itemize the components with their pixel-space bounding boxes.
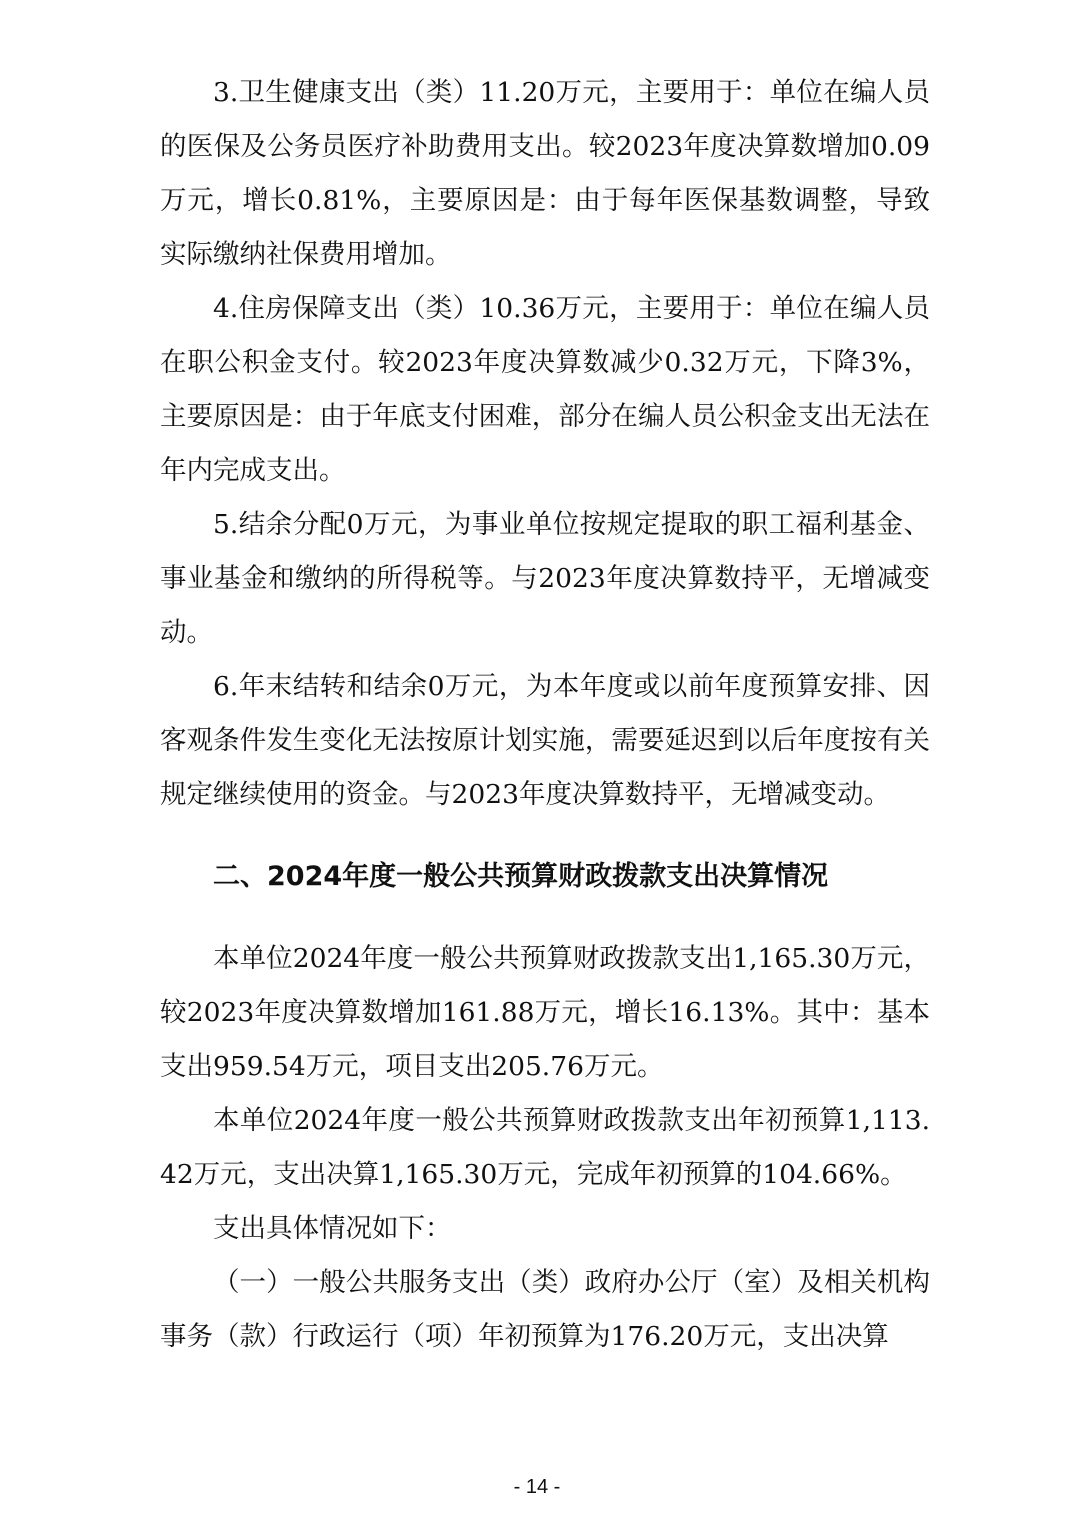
page-number: - 14 -: [513, 1476, 561, 1498]
paragraph-total-expenditure: 本单位2024年度一般公共预算财政拨款支出1,165.30万元，较2023年度决算数增加161.88万元，增长16.13%。其中：基本支出959.54万元，项目支出205.76万元。: [160, 943, 930, 1082]
paragraph-general-public-service: （一）一般公共服务支出（类）政府办公厅（室）及相关机构事务（款）行政运行（项）年初预算为176.20万元，支出决算: [160, 1267, 930, 1352]
section-heading: 二、2024年度一般公共预算财政拨款支出决算情况: [213, 861, 829, 892]
paragraph-surplus-distribution: 5.结余分配0万元，为事业单位按规定提取的职工福利基金、事业基金和缴纳的所得税等。与2023年度决算数持平，无增减变动。: [160, 509, 930, 648]
paragraph-detail-intro: 支出具体情况如下：: [213, 1213, 452, 1244]
page-content: [160, 66, 930, 1364]
paragraph-year-end-carryover: 6.年末结转和结余0万元，为本年度或以前年度预算安排、因客观条件发生变化无法按原计划实施，需要延迟到以后年度按有关规定继续使用的资金。与2023年度决算数持平，无增减变动。: [160, 671, 930, 810]
paragraph-health-expense: 3.卫生健康支出（类）11.20万元，主要用于：单位在编人员的医保及公务员医疗补助费用支出。较2023年度决算数增加0.09万元，增长0.81%，主要原因是：由于每年医保基数调整，导致实际缴纳社保费用增加。: [160, 77, 930, 270]
paragraph-budget-completion: 本单位2024年度一般公共预算财政拨款支出年初预算1,113.42万元，支出决算1,165.30万元，完成年初预算的104.66%。: [160, 1105, 930, 1190]
paragraph-housing-expense: 4.住房保障支出（类）10.36万元，主要用于：单位在编人员在职公积金支付。较2023年度决算数减少0.32万元，下降3%，主要原因是：由于年底支付困难，部分在编人员公积金支出无法在年内完成支出。: [160, 293, 930, 486]
